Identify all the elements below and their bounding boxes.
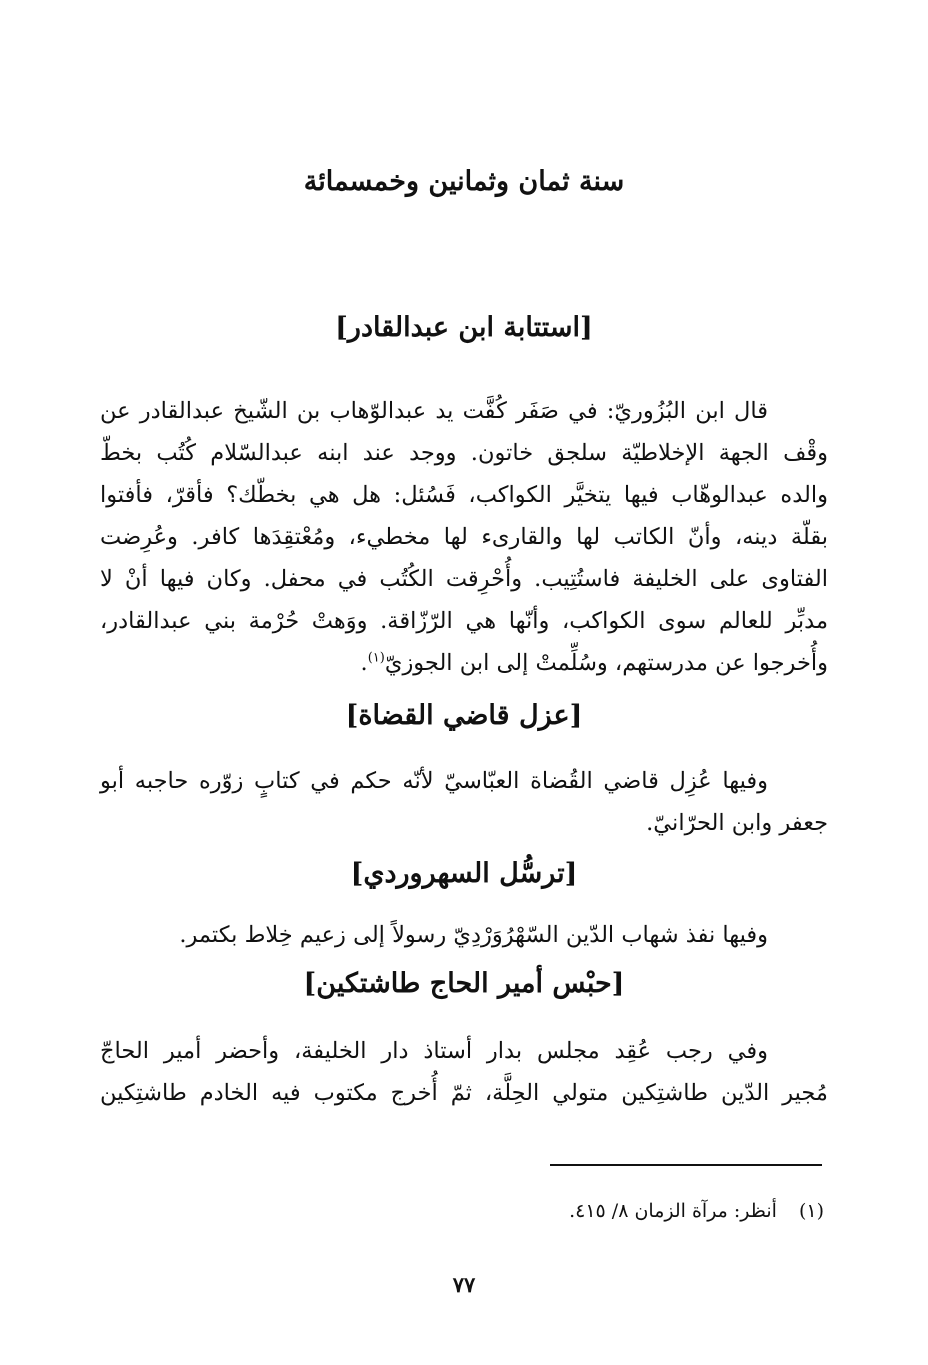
section-heading-imprisonment: [حبْس أمير الحاج طاشتكين] [303, 968, 625, 999]
text-line: وفيها نفذ شهاب الدّين السّهْرُوَرْدِيّ رسولاً إلى زعيم خِلاط بكتمر. [179, 922, 768, 948]
paragraph-envoy [100, 914, 828, 956]
text-line: وفي رجب عُقِد مجلس بدار أستاذ دار الخليفة، وأحضر أمير الحاجّ [100, 1038, 768, 1064]
page-number: ٧٧ [452, 1272, 476, 1297]
text-line: جعفر وابن الحرّانيّ. [646, 810, 828, 836]
footnote-marker[interactable]: (١) [367, 650, 385, 666]
text-line-body: وأُخرجوا عن مدرستهم، وسُلِّمتْ إلى ابن الجوزيّ [384, 650, 828, 676]
text-line: والده عبدالوهّاب فيها يتخيَّر الكواكب، فَسُئل: هل هي بخطّك؟ فأقرّ، فأفتوا [100, 482, 828, 508]
text-line: مُجير الدّين طاشتِكين متولي الحِلَّة، ثمّ أُخرج مكتوب فيه الخادم طاشتِكين [100, 1080, 828, 1106]
text-line: مدبِّر للعالم سوى الكواكب، وأنّها هي الرّزّاقة. ووَهتْ حُرْمة بني عبدالقادر، [100, 608, 828, 634]
text-line: بقلّة دينه، وأنّ الكاتب لها والقارىء لها مخطيء، ومُعْتقِدَها كافر. وعُرِضت [100, 524, 828, 550]
text-line: وقْف الجهة الإخلاطيّة سلجق خاتون. ووجد عند ابنه عبدالسّلام كُتُب بخطّ [100, 440, 828, 466]
text-line: وفيها عُزِل قاضي القُضاة العبّاسيّ لأنّه حكم في كتابٍ زوّره حاجبه أبو [100, 768, 768, 794]
paragraph-dismissal [100, 760, 828, 844]
footnote-text: أنظر: مرآة الزمان ٨/ ٤١٥. [569, 1200, 777, 1222]
paragraph-imprisonment [100, 1030, 828, 1114]
footnote-divider [550, 1164, 822, 1166]
text-line: قال ابن البُزُوريّ: في صَفَر كُفَّت يد عبدالوّهاب بن الشّيخ عبدالقادر عن [100, 398, 768, 424]
text-line [100, 642, 828, 684]
footnote-number: (١) [798, 1200, 824, 1222]
text-line: الفتاوى على الخليفة فاستُتِيب. وأُحْرِقت الكُتُب في محفل. وكان فيها أنْ لا [100, 566, 828, 592]
footnote [569, 1200, 824, 1222]
section-heading-dismissal: [عزل قاضي القضاة] [345, 700, 583, 731]
sentence-end: . [360, 650, 368, 676]
page-title: سنة ثمان وثمانين وخمسمائة [303, 166, 625, 197]
section-heading-envoy: [ترسُّل السهروردي] [350, 858, 578, 889]
paragraph-repentance [100, 390, 828, 684]
section-heading-repentance: [استتابة ابن عبدالقادر] [335, 312, 593, 343]
